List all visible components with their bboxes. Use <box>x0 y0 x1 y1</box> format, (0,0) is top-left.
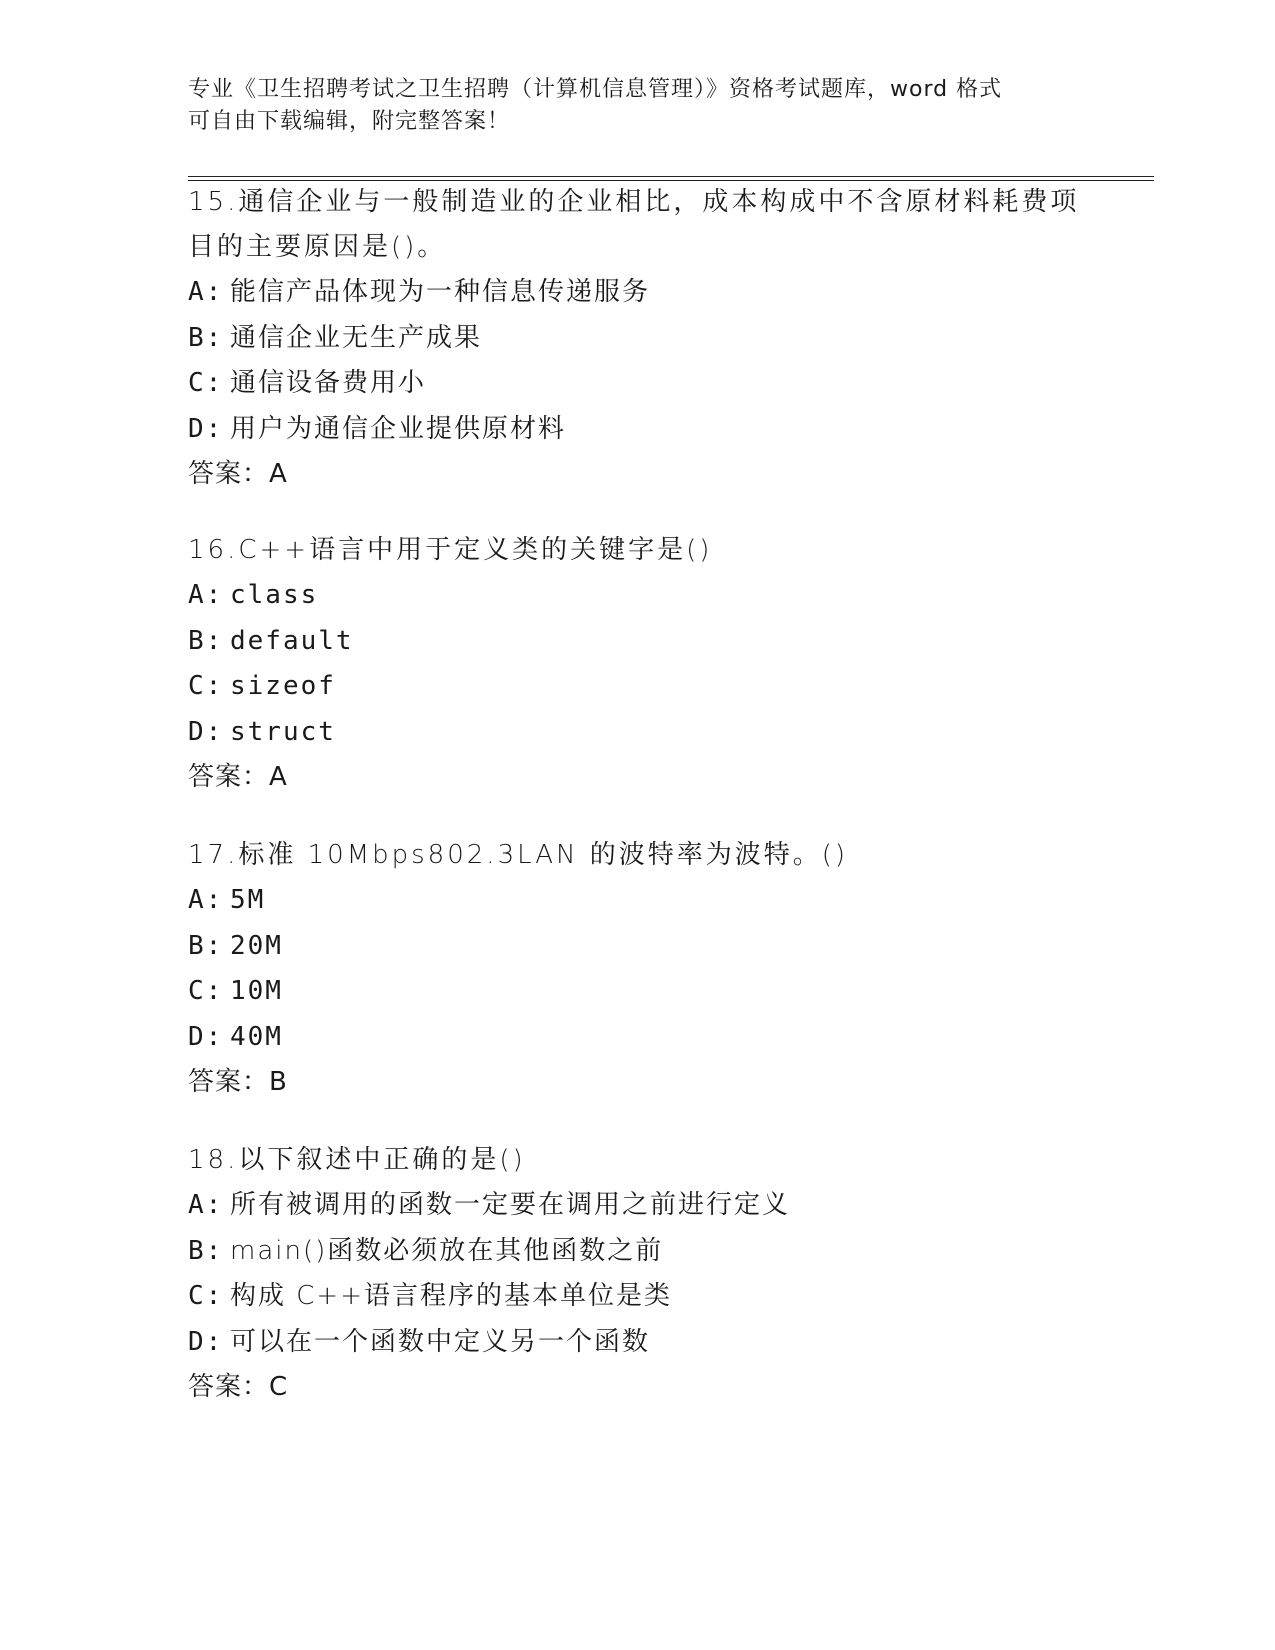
option-b <box>188 1229 1128 1275</box>
option-text: 5M <box>230 885 266 915</box>
option-c <box>188 361 1128 407</box>
option-a <box>188 270 1128 316</box>
option-key: C: <box>188 976 224 1006</box>
option-key: A: <box>188 277 224 307</box>
question-title: 17.标准 10Mbps802.3LAN 的波特率为波特。() <box>188 840 848 870</box>
option-text: 所有被调用的函数一定要在调用之前进行定义 <box>230 1190 791 1220</box>
option-d <box>188 1320 1128 1366</box>
header-line-1: 专业《卫生招聘考试之卫生招聘（计算机信息管理）》资格考试题库，word 格式 <box>188 77 1003 102</box>
option-key: A: <box>188 580 224 610</box>
option-text: 10M <box>230 976 283 1006</box>
option-d <box>188 710 1128 756</box>
question-15 <box>188 180 1128 497</box>
option-text: 通信设备费用小 <box>230 368 427 398</box>
question-title: 18.以下叙述中正确的是() <box>188 1145 526 1175</box>
question-title: 15.通信企业与一般制造业的企业相比，成本构成中不含原材料耗费项 <box>188 187 1080 217</box>
answer: 答案：C <box>188 1372 289 1402</box>
question-17 <box>188 833 1128 1105</box>
option-text: 用户为通信企业提供原材料 <box>230 413 567 444</box>
option-b <box>188 619 1128 665</box>
option-a <box>188 573 1128 619</box>
option-b <box>188 316 1128 362</box>
answer: 答案：A <box>188 459 288 489</box>
option-d <box>188 1015 1128 1061</box>
option-text: 可以在一个函数中定义另一个函数 <box>230 1326 651 1357</box>
option-c <box>188 664 1128 710</box>
question-title-cont: 目的主要原因是()。 <box>188 232 447 262</box>
option-text: 40M <box>230 1021 283 1052</box>
option-a <box>188 1183 1128 1229</box>
option-text: sizeof <box>230 671 336 701</box>
option-d <box>188 407 1128 453</box>
header-line-2: 可自由下载编辑，附完整答案！ <box>188 109 511 134</box>
option-key: B: <box>188 625 224 656</box>
question-16 <box>188 528 1128 800</box>
option-text: default <box>230 625 354 656</box>
option-a <box>188 878 1128 924</box>
option-key: D: <box>188 716 224 747</box>
option-c <box>188 969 1128 1015</box>
option-key: B: <box>188 930 224 961</box>
option-text: class <box>230 580 319 610</box>
option-text: 能信产品体现为一种信息传递服务 <box>230 277 651 307</box>
option-b <box>188 924 1128 970</box>
option-key: C: <box>188 368 224 398</box>
answer: 答案：B <box>188 1067 288 1097</box>
option-key: D: <box>188 1021 224 1052</box>
document-header <box>188 74 1068 138</box>
option-text: 20M <box>230 930 283 961</box>
option-key: C: <box>188 1281 224 1311</box>
option-text: 构成 C++语言程序的基本单位是类 <box>230 1281 672 1311</box>
option-key: C: <box>188 671 224 701</box>
question-18 <box>188 1138 1128 1410</box>
answer: 答案：A <box>188 762 288 792</box>
option-text: struct <box>230 716 336 747</box>
option-text: 通信企业无生产成果 <box>230 322 483 353</box>
option-key: A: <box>188 885 224 915</box>
option-key: B: <box>188 1235 224 1266</box>
option-text: main()函数必须放在其他函数之前 <box>230 1235 664 1266</box>
question-title: 16.C++语言中用于定义类的关键字是() <box>188 535 713 565</box>
option-key: B: <box>188 322 224 353</box>
option-c <box>188 1274 1128 1320</box>
option-key: A: <box>188 1190 224 1220</box>
option-key: D: <box>188 413 224 444</box>
option-key: D: <box>188 1326 224 1357</box>
